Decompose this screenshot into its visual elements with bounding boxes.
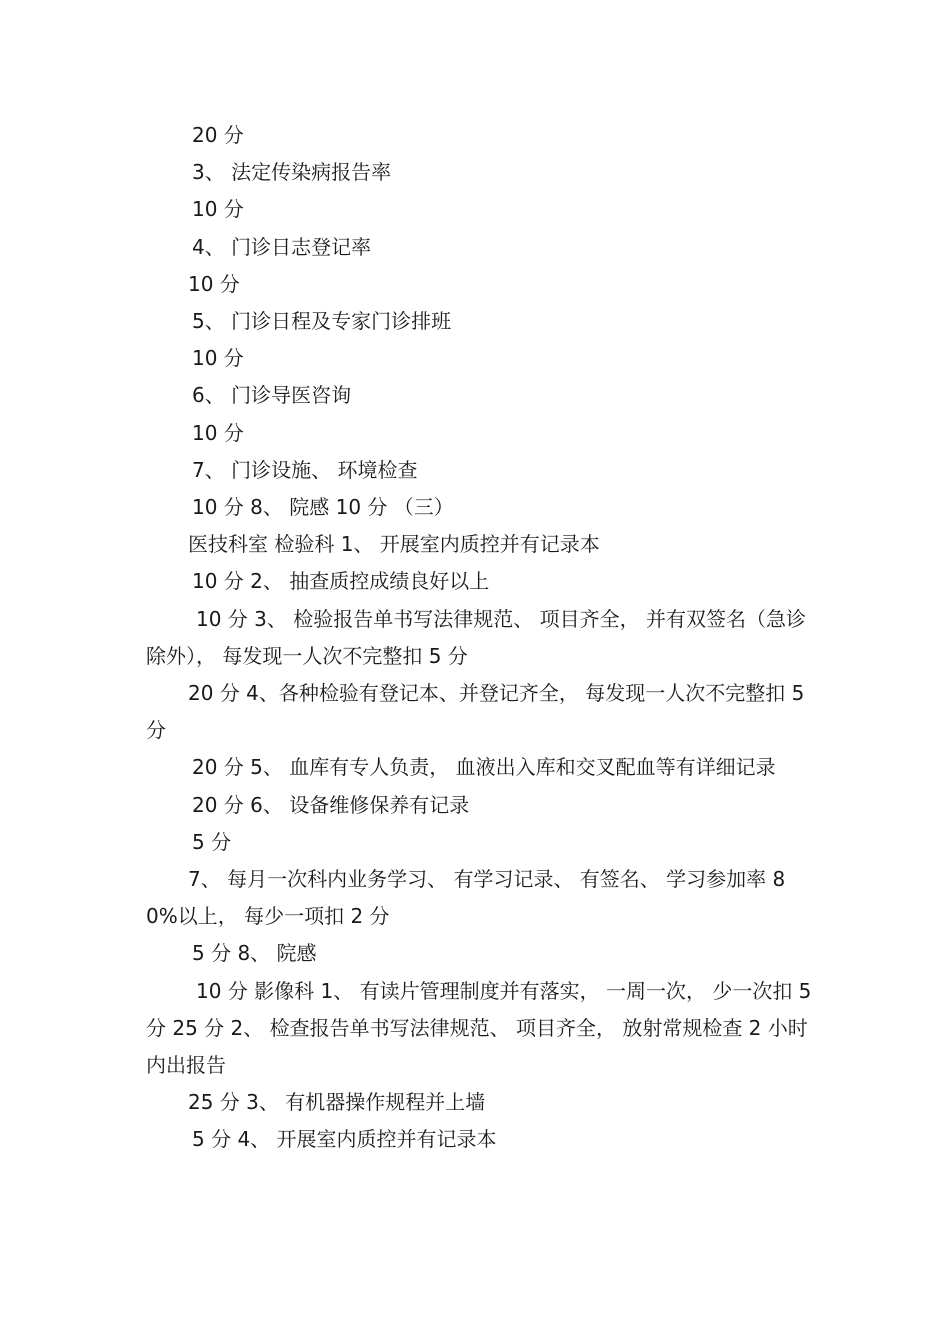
paragraph: 7、 每月一次科内业务学习、 有学习记录、 有签名、 学习参加率 80%以上， 每少一项扣 2 分 (146, 867, 786, 929)
paragraph: 10 分 (188, 271, 240, 296)
paragraph: 5 分 8、 院感 (192, 941, 317, 966)
paragraph: 25 分 3、 有机器操作规程并上墙 (188, 1090, 486, 1115)
paragraph: 10 分 (192, 420, 244, 445)
paragraph: 20 分 5、 血库有专人负责， 血液出入库和交叉配血等有详细记录 (192, 755, 776, 780)
paragraph: 6、 门诊导医咨询 (192, 383, 352, 408)
paragraph: 10 分 2、 抽查质控成绩良好以上 (192, 569, 490, 594)
document-body (146, 117, 814, 1159)
paragraph: 5 分 (192, 829, 232, 854)
paragraph: 10 分 8、 院感 10 分 （三） (192, 495, 454, 520)
paragraph: 20 分 (192, 123, 244, 147)
paragraph: 5 分 4、 开展室内质控并有记录本 (192, 1127, 497, 1152)
paragraph: 4、 门诊日志登记率 (192, 234, 372, 259)
paragraph: 7、 门诊设施、 环境检查 (192, 457, 418, 482)
paragraph: 20 分 4、各种检验有登记本、并登记齐全， 每发现一人次不完整扣 5 分 (146, 681, 805, 743)
paragraph: 10 分 3、 检验报告单书写法律规范、 项目齐全， 并有双签名（急诊除外）， 每发现一人次不完整扣 5 分 (146, 606, 806, 668)
paragraph: 3、 法定传染病报告率 (192, 160, 392, 185)
paragraph: 10 分 (192, 197, 244, 222)
paragraph: 20 分 6、 设备维修保养有记录 (192, 792, 470, 817)
paragraph: 5、 门诊日程及专家门诊排班 (192, 309, 452, 334)
paragraph: 10 分 (192, 346, 244, 371)
paragraph: 医技科室 检验科 1、 开展室内质控并有记录本 (188, 532, 600, 557)
paragraph: 10 分 影像科 1、 有读片管理制度并有落实， 一周一次， 少一次扣 5 分 25 分 2、 检查报告单书写法律规范、 项目齐全， 放射常规检查 2 小时内出报告 (146, 978, 812, 1078)
